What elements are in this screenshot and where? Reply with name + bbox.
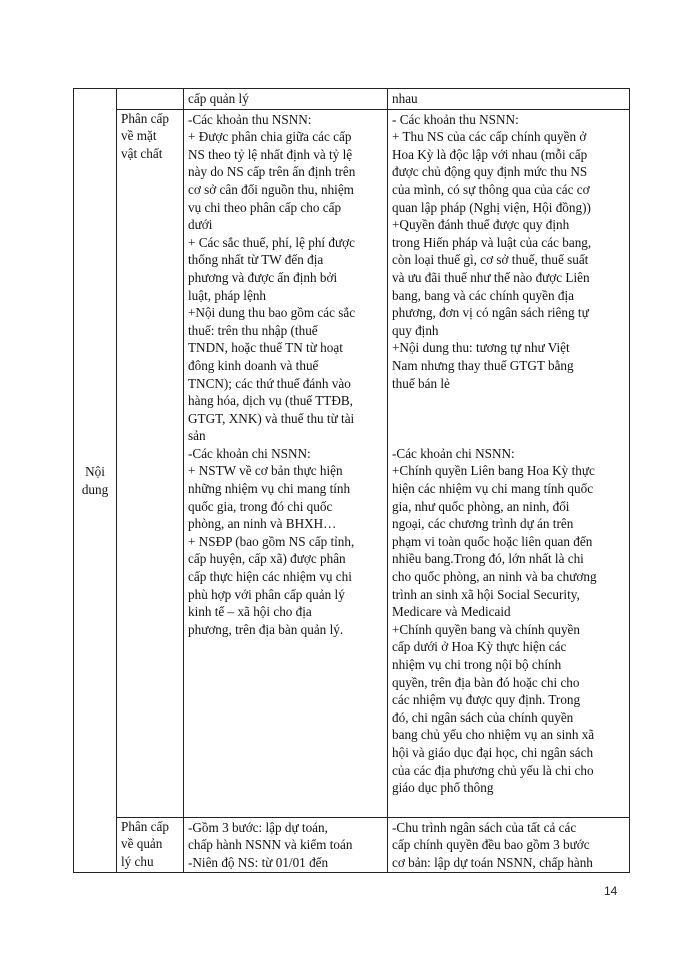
text-line: GTGT, XNK) và thuế thu từ tài (188, 410, 355, 426)
text-line: vụ chi theo phân cấp cho cấp (188, 199, 342, 215)
header-empty-cell (117, 89, 184, 110)
text-line: đó, chi ngân sách của chính quyền (392, 709, 574, 725)
text-line: gia, như quốc phòng, an ninh, đối (392, 498, 570, 514)
text-line: hàng hóa, dịch vụ (thuế TTĐB, (188, 393, 353, 409)
header-col3-cell (184, 89, 388, 110)
text-line: đông kinh doanh và thuế (188, 357, 319, 373)
text-line: sản (188, 428, 206, 444)
text-line: - Các khoản thu NSNN: (392, 111, 519, 127)
text-line: phương và được ấn định bởi (188, 269, 338, 285)
header-col3-text: cấp quản lý (188, 91, 249, 106)
row-label-line: về quản (121, 836, 163, 852)
text-line: -Gồm 3 bước: lập dự toán, (188, 819, 328, 835)
text-line: Hoa Kỳ là độc lập với nhau (mỗi cấp (392, 146, 588, 162)
section-label-line: dung (81, 481, 109, 497)
text-line: quyền, trên địa bàn đó hoặc chi cho (392, 674, 580, 690)
text-line: dưới (188, 217, 213, 233)
text-line: +Chính quyền bang và chính quyền (392, 621, 580, 637)
text-line: + Được phân chia giữa các cấp (188, 129, 352, 145)
text-line: quan lập pháp (Nghị viện, Hội đồng)) (392, 199, 591, 215)
budget-comparison-table (73, 88, 630, 873)
header-col4-cell (388, 89, 630, 110)
text-line: -Các khoản thu NSNN: (188, 111, 312, 127)
text-line: +Nội dung thu bao gồm các sắc (188, 305, 356, 321)
usa-column-cell (388, 817, 630, 873)
blank-line (392, 427, 625, 445)
text-line: quốc gia, trong đó chi quốc (188, 498, 333, 514)
row-label-line: lý chu (121, 853, 154, 869)
table-row (74, 109, 630, 817)
table-row (74, 817, 630, 873)
text-line: + NSTW về cơ bản thực hiện (188, 463, 343, 479)
text-line: cơ sở cân đối nguồn thu, nhiệm (188, 181, 354, 197)
text-line: hiện các nhiệm vụ chi mang tính quốc (392, 481, 594, 497)
text-line: những nhiệm vụ chi mang tính (188, 481, 351, 497)
text-line: + Các sắc thuế, phí, lệ phí được (188, 234, 355, 250)
text-line: được chủ động quy định mức thu NS (392, 164, 588, 180)
section-label-line: Nội (85, 464, 105, 480)
text-line: phương, trên địa bàn quản lý. (188, 621, 344, 637)
text-line: -Niên độ NS: từ 01/01 đến (188, 854, 329, 870)
vietnam-column-cell (184, 817, 388, 873)
page-number: 14 (604, 884, 618, 898)
row-label-line: Phân cấp (121, 818, 169, 834)
text-line: quy định (392, 322, 439, 338)
text-line: +Quyền đánh thuế được quy định (392, 217, 570, 233)
text-line: cấp thực hiện các nhiệm vụ chi (188, 569, 352, 585)
text-line: thống nhất từ TW đến địa (188, 252, 324, 268)
text-line: NS theo tỷ lệ nhất định và tỷ lệ (188, 146, 353, 162)
text-line: phương, đơn vị có ngân sách riêng tự (392, 305, 589, 321)
text-line: phù hợp với phân cấp quản lý (188, 586, 345, 602)
text-line: này do NS cấp trên ấn định trên (188, 164, 356, 180)
row-label-line: vật chất (121, 145, 163, 161)
text-line: hội và giáo dục đại học, chi ngân sách (392, 744, 594, 760)
text-line: ngoại, các chương trình dự án trên (392, 516, 574, 532)
text-line: của mình, có sự thông qua của các cơ (392, 181, 590, 197)
vietnam-column-cell (184, 109, 388, 817)
row-label-cell (117, 817, 184, 873)
text-line: Nam nhưng thay thuế GTGT bằng (392, 357, 574, 373)
text-line: Medicare và Medicaid (392, 604, 511, 620)
text-line: + Thu NS của các cấp chính quyền ở (392, 129, 587, 145)
text-line: TNCN); các thứ thuế đánh vào (188, 375, 351, 391)
text-line: cấp chính quyền đều bao gồm 3 bước (392, 837, 590, 853)
text-line: -Các khoản chi NSNN: (392, 445, 515, 461)
blank-line (392, 410, 625, 428)
text-line: bang chủ yếu cho nhiệm vụ an sinh xã (392, 727, 595, 743)
row-label-line: về mặt (121, 128, 157, 144)
row-label-line: Phân cấp (121, 110, 169, 126)
text-line: của các địa phương chủ yếu là chi cho (392, 762, 594, 778)
text-line: +Nội dung thu: tương tự như Việt (392, 340, 570, 356)
text-line: -Các khoản chi NSNN: (188, 445, 311, 461)
row-label-cell (117, 109, 184, 817)
text-line: phạm vi toàn quốc hoặc liên quan đến (392, 533, 593, 549)
text-line: thuế bán lẻ (392, 375, 450, 391)
text-line: thuế: trên thu nhập (thuế (188, 322, 318, 338)
text-line: kinh tế – xã hội cho địa (188, 604, 312, 620)
header-col4-text: nhau (392, 91, 418, 106)
text-line: nhiệm vụ chi trong nội bộ chính (392, 657, 562, 672)
text-line: và ưu đãi thuế như thế nào được Liên (392, 269, 590, 285)
text-line: +Chính quyền Liên bang Hoa Kỳ thực (392, 463, 595, 479)
text-line: trình an sinh xã hội Social Security, (392, 586, 580, 602)
text-line: cấp huyện, cấp xã) được phân (188, 551, 346, 567)
text-line: phòng, an ninh và BHXH… (188, 516, 337, 532)
text-line: cho quốc phòng, an ninh và ba chương (392, 569, 597, 585)
table-row (74, 89, 630, 110)
text-line: trong Hiến pháp và luật của các bang, (392, 234, 592, 250)
text-line: bang, bang và các chính quyền địa (392, 287, 574, 303)
text-line: còn loại thuế gì, cơ sở thuế, thuế suất (392, 252, 589, 268)
usa-column-cell (388, 109, 630, 817)
text-line: cơ bản: lập dự toán NSNN, chấp hành (392, 854, 593, 870)
text-line: các nhiệm vụ được quy định. Trong (392, 692, 581, 708)
text-line: cấp dưới ở Hoa Kỳ thực hiện các (392, 639, 567, 655)
section-label-cell (74, 89, 117, 873)
text-line: luật, pháp lệnh (188, 287, 267, 303)
text-line: giáo dục phổ thông (392, 780, 494, 796)
text-line: + NSĐP (bao gồm NS cấp tỉnh, (188, 533, 355, 549)
text-line: chấp hành NSNN và kiểm toán (188, 837, 353, 853)
text-line: nhiều bang.Trong đó, lớn nhất là chi (392, 551, 584, 567)
text-line: TNDN, hoặc thuế TN từ hoạt (188, 340, 343, 356)
blank-line (392, 392, 625, 410)
text-line: -Chu trình ngân sách của tất cả các (392, 819, 577, 835)
